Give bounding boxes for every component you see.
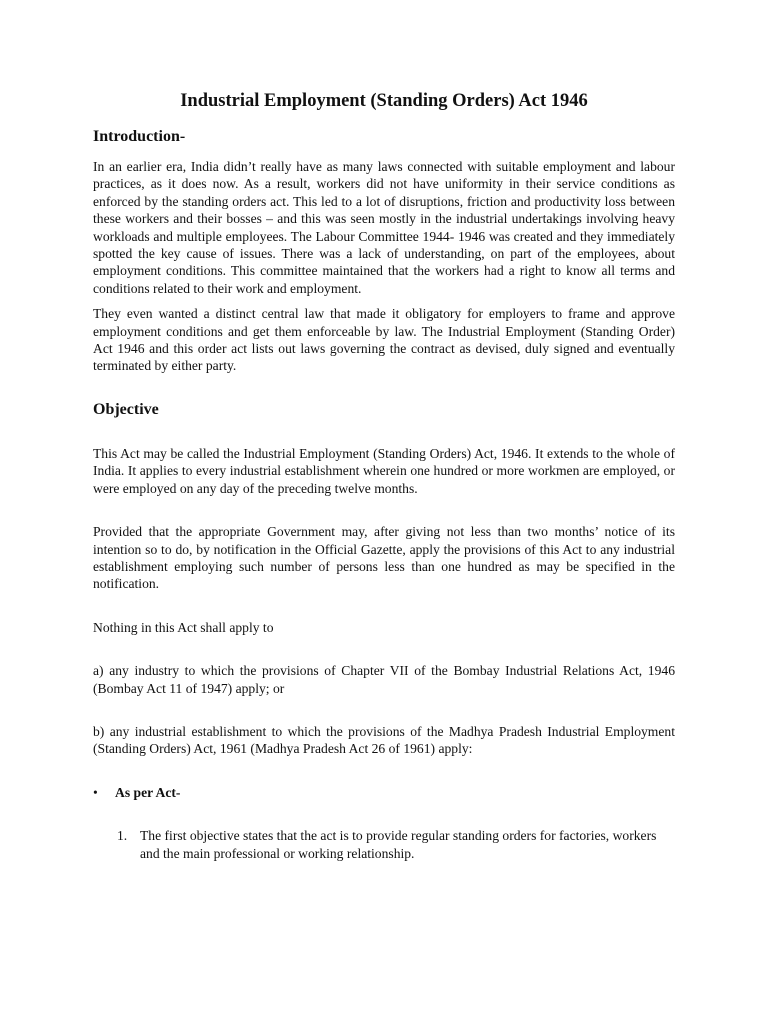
objective-paragraph-5: b) any industrial establishment to which the provisions of the Madhya Pradesh Industrial Employment (Standing Orders) Act, 1961 (Madhya Pradesh Act 26 of 1961) apply: bbox=[93, 723, 675, 757]
list-item bbox=[117, 827, 675, 862]
objective-paragraph-4: a) any industry to which the provisions of Chapter VII of the Bombay Industrial Relations Act, 1946 (Bombay Act 11 of 1947) apply; or bbox=[93, 663, 675, 696]
intro-paragraph-1: In an earlier era, India didn’t really have as many laws connected with suitable employment and labour practices, as it does now. As a result, workers did not have uniformity in their service conditions as enforced by the standing orders act. This led to a lot of disruptions, friction and productivity loss between these workers and their bosses – and this was seen mostly in the industrial undertakings involving heavy workloads and multiple employees. The Labour Committee 1944- 1946 was created and they immediately spotted the key cause of issues. There was a lack of understanding, on part of the employees, about employment conditions. This committee maintained that the workers had a right to know all terms and conditions related to their work and employment. bbox=[93, 159, 675, 296]
intro-paragraph-2: They even wanted a distinct central law that made it obligatory for employers to frame and approve employment conditions and get them enforceable by law. The Industrial Employment (Standing Order) Act 1946 and this order act lists out laws governing the contract as devised, duly signed and eventually terminated by either party. bbox=[93, 306, 675, 374]
list-item-number: 1. bbox=[117, 828, 128, 844]
objective-paragraph-3: Nothing in this Act shall apply to bbox=[93, 619, 274, 635]
section-heading-objective: Objective bbox=[93, 400, 159, 418]
bullet-as-per-act bbox=[93, 784, 675, 801]
list-item-text: The first objective states that the act is to provide regular standing orders for factories, workers and the main professional or working relationship. bbox=[140, 828, 657, 861]
document-page bbox=[93, 88, 675, 862]
page-title: Industrial Employment (Standing Orders) Act 1946 bbox=[180, 91, 588, 111]
section-heading-introduction: Introduction- bbox=[93, 128, 186, 145]
bullet-heading: As per Act- bbox=[115, 784, 181, 800]
bullet-icon: • bbox=[93, 784, 98, 800]
objective-paragraph-1: This Act may be called the Industrial Employment (Standing Orders) Act, 1946. It extends to the whole of India. It applies to every industrial establishment wherein one hundred or more workmen are employed, or were employed on any day of the preceding twelve months. bbox=[93, 445, 675, 496]
objective-paragraph-2: Provided that the appropriate Government may, after giving not less than two months’ notice of its intention so to do, by notification in the Official Gazette, apply the provisions of this Act to any industrial establishment employing such number of persons less than one hundred as may be specified in the notification. bbox=[93, 524, 675, 592]
